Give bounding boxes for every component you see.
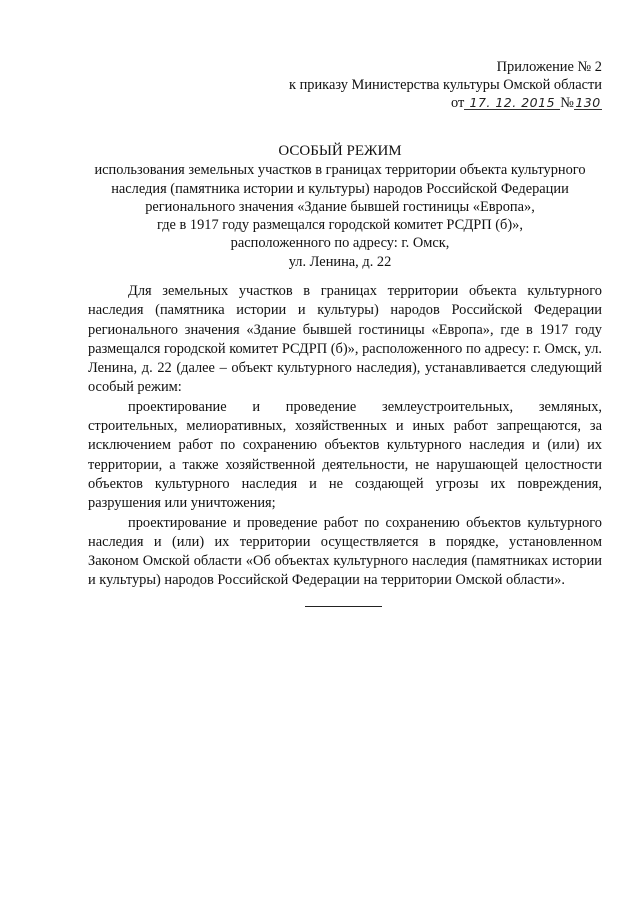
from-label: от: [450, 95, 465, 111]
order-date: 17. 12. 2015: [464, 96, 560, 110]
body-paragraph: Для земельных участков в границах территории объекта культурного наследия (памятника истории и культуры) народов Российской Федерации регионального значения «Здание бывшей гостиницы «Европа», где в 1917 году размещался городской комитет РСДРП (б)», расположенного по адресу: г. Омск, ул. Ленина, д. 22 (далее – объект культурного наследия), устанавливается следующий особый режим:: [88, 283, 602, 396]
title-subline: расположенного по адресу: г. Омск,: [230, 235, 450, 252]
end-separator-line: [305, 606, 382, 607]
order-number: 130: [575, 95, 601, 110]
number-label: №: [560, 95, 574, 111]
title-subline: использования земельных участков в границах территории объекта культурного: [94, 162, 586, 179]
document-body: [88, 282, 602, 591]
title-subline: где в 1917 году размещался городской комитет РСДРП (б)»,: [157, 217, 523, 234]
order-reference: к приказу Министерства культуры Омской области: [289, 77, 602, 93]
document-title: ОСОБЫЙ РЕЖИМ: [278, 143, 402, 159]
title-subline: наследия (памятника истории и культуры) народов Российской Федерации: [111, 180, 569, 197]
annex-label: Приложение № 2: [496, 59, 602, 75]
title-subline: регионального значения «Здание бывшей гостиницы «Европа»,: [145, 198, 535, 215]
body-paragraph: проектирование и проведение землеустроительных, земляных, строительных, мелиоративных, хозяйственных и иных работ запрещаются, за исключением работ по сохранению объектов культурного наследия и (или) их территории, а также хозяйственной деятельности, не нарушающей целостности объектов культурного наследия и не создающей угрозы их повреждения, разрушения или уничтожения;: [88, 398, 602, 512]
title-subline: ул. Ленина, д. 22: [288, 253, 392, 270]
body-paragraph: проектирование и проведение работ по сохранению объектов культурного наследия и (или) их территории осуществляется в порядке, установленном Законом Омской области «Об объектах культурного наследия (памятниках истории и культуры) народов Российской Федерации на территории Омской области».: [88, 514, 602, 589]
document-title-block: [60, 142, 620, 271]
document-header: [182, 58, 602, 112]
order-date-number-line: [182, 94, 602, 112]
